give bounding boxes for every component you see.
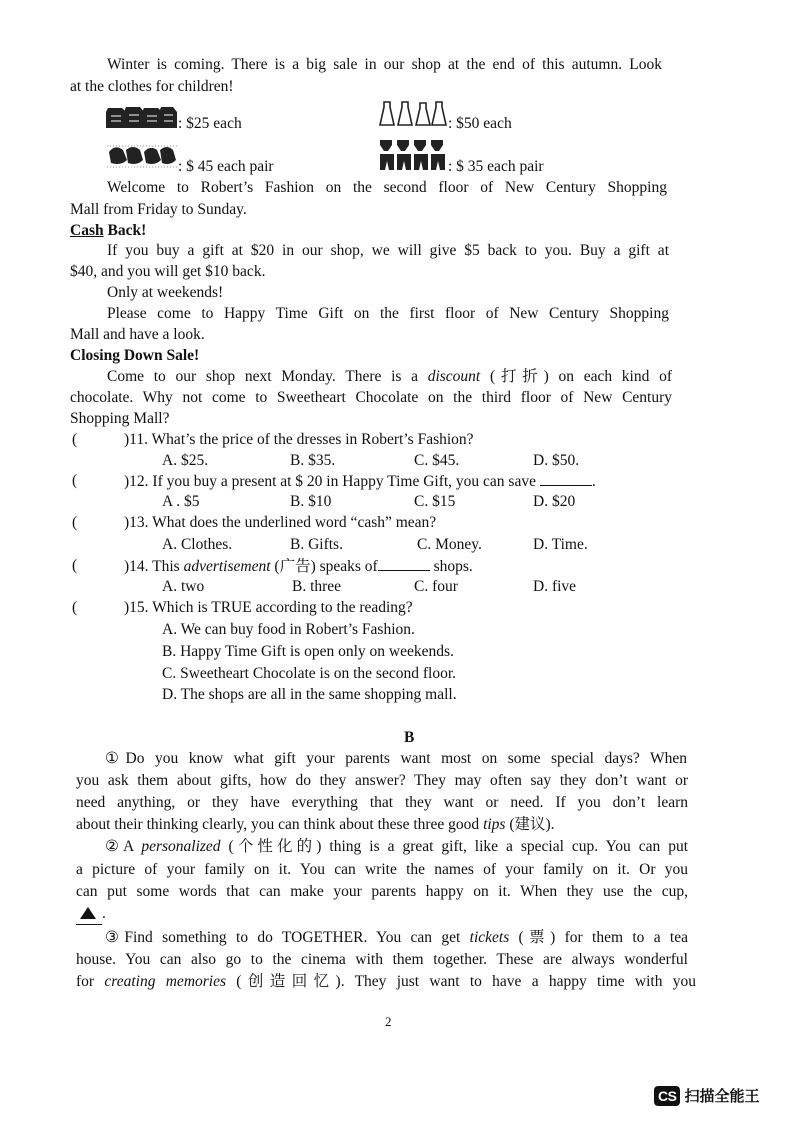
- cashback-line-3: Only at weekends!: [107, 284, 224, 301]
- dresses-price: : $50 each: [448, 115, 512, 132]
- q14-option-a: A. two: [162, 578, 205, 595]
- camscanner-logo: [654, 1085, 759, 1106]
- sweaters-icon: [106, 102, 178, 130]
- q14-option-d: D. five: [533, 578, 577, 595]
- q11-option-a: A. $25.: [162, 452, 209, 469]
- answer-paren-13: (: [72, 514, 78, 531]
- b-para1-line-1: ①Do you know what gift your parents want most on some special days? When: [105, 750, 687, 767]
- question-15: )15. Which is TRUE according to the reading?: [124, 599, 413, 616]
- question-12: )12. If you buy a present at $ 20 in Happy Time Gift, you can save .: [124, 473, 596, 490]
- answer-blank-14: [378, 556, 430, 571]
- trousers-icon: [378, 138, 448, 172]
- cashback-heading: Cash Back!: [70, 222, 147, 239]
- closing-heading: Closing Down Sale!: [70, 347, 200, 364]
- cashback-line-4: Please come to Happy Time Gift on the first floor of New Century Shopping: [107, 305, 669, 322]
- section-b-title: B: [404, 729, 415, 746]
- b-para1-line-2: you ask them about gifts, how do they answer? They may often say they don’t want or: [76, 772, 688, 789]
- trousers-price: : $ 35 each pair: [448, 158, 544, 175]
- q13-option-d: D. Time.: [533, 536, 588, 553]
- b-para2-line-3: can put some words that can make your parents happy on it. When they use the cup,: [76, 883, 688, 900]
- closing-line-1: Come to our shop next Monday. There is a discount (打折) on each kind of: [107, 368, 672, 385]
- q11-option-c: C. $45.: [414, 452, 460, 469]
- q11-option-b: B. $35.: [290, 452, 336, 469]
- closing-line-2: chocolate. Why not come to Sweetheart Chocolate on the third floor of New Century: [70, 389, 672, 406]
- robert-line-1: Welcome to Robert’s Fashion on the second floor of New Century Shopping: [107, 179, 667, 196]
- closing-line-3: Shopping Mall?: [70, 410, 170, 427]
- q13-option-b: B. Gifts.: [290, 536, 343, 553]
- q15-option-b: B. Happy Time Gift is open only on weekends.: [162, 643, 454, 660]
- q13-option-c: C. Money.: [417, 536, 482, 553]
- b-para2-line-2: a picture of your family on it. You can write the names of your family on it. Or you: [76, 861, 688, 878]
- dresses-icon: [378, 100, 448, 128]
- b-para3-line-1: ③Find something to do TOGETHER. You can get tickets (票) for them to a tea: [105, 929, 688, 946]
- q15-option-d: D. The shops are all in the same shopping mall.: [162, 686, 457, 703]
- q11-option-d: D. $50.: [533, 452, 580, 469]
- answer-blank-12: [540, 471, 592, 486]
- q12-option-a: A . $5: [162, 493, 200, 510]
- logo-text: 扫描全能王: [684, 1087, 760, 1105]
- q15-option-a: A. We can buy food in Robert’s Fashion.: [162, 621, 415, 638]
- cashback-line-1: If you buy a gift at $20 in our shop, we will give $5 back to you. Buy a gift at: [107, 242, 669, 259]
- b-para3-line-3: for creating memories (创造回忆). They just want to have a happy time with you: [76, 973, 696, 990]
- answer-paren-11: (: [72, 431, 78, 448]
- question-13: )13. What does the underlined word “cash” mean?: [124, 514, 437, 531]
- question-11: )11. What’s the price of the dresses in Robert’s Fashion?: [124, 431, 474, 448]
- intro-line-2: at the clothes for children!: [70, 78, 234, 95]
- q13-option-a: A. Clothes.: [162, 536, 233, 553]
- answer-paren-14: (: [72, 557, 78, 574]
- b-para2-line-4: .: [76, 904, 106, 925]
- gap-blank: [76, 904, 102, 925]
- b-para3-line-2: house. You can also go to the cinema with them together. These are always wonderful: [76, 951, 688, 968]
- b-para1-line-4: about their thinking clearly, you can think about these three good tips (建议).: [76, 816, 555, 833]
- q14-option-b: B. three: [292, 578, 342, 595]
- q15-option-c: C. Sweetheart Chocolate is on the second floor.: [162, 665, 457, 682]
- b-para1-line-3: need anything, or they have everything that they want or need. If you don’t learn: [76, 794, 688, 811]
- b-para2-line-1: ②A personalized (个性化的) thing is a great gift, like a special cup. You can put: [105, 838, 689, 855]
- page-number: 2: [385, 1014, 392, 1029]
- cashback-line-2: $40, and you will get $10 back.: [70, 263, 266, 280]
- answer-paren-12: (: [72, 472, 78, 489]
- sweaters-price: : $25 each: [178, 115, 242, 132]
- q12-option-c: C. $15: [414, 493, 456, 510]
- intro-line-1: Winter is coming. There is a big sale in our shop at the end of this autumn. Look: [107, 56, 662, 73]
- shoes-price: : $ 45 each pair: [178, 158, 274, 175]
- triangle-icon: [80, 907, 96, 919]
- cashback-line-5: Mall and have a look.: [70, 326, 205, 343]
- robert-line-2: Mall from Friday to Sunday.: [70, 201, 247, 218]
- q12-option-d: D. $20: [533, 493, 576, 510]
- question-14: )14. This advertisement (广告) speaks of shops.: [124, 558, 473, 575]
- q12-option-b: B. $10: [290, 493, 332, 510]
- cash-underlined-word: Cash: [70, 222, 104, 239]
- q14-option-c: C. four: [414, 578, 458, 595]
- shoes-icon: [106, 142, 178, 170]
- cs-badge: CS: [654, 1086, 680, 1106]
- answer-paren-15: (: [72, 599, 78, 616]
